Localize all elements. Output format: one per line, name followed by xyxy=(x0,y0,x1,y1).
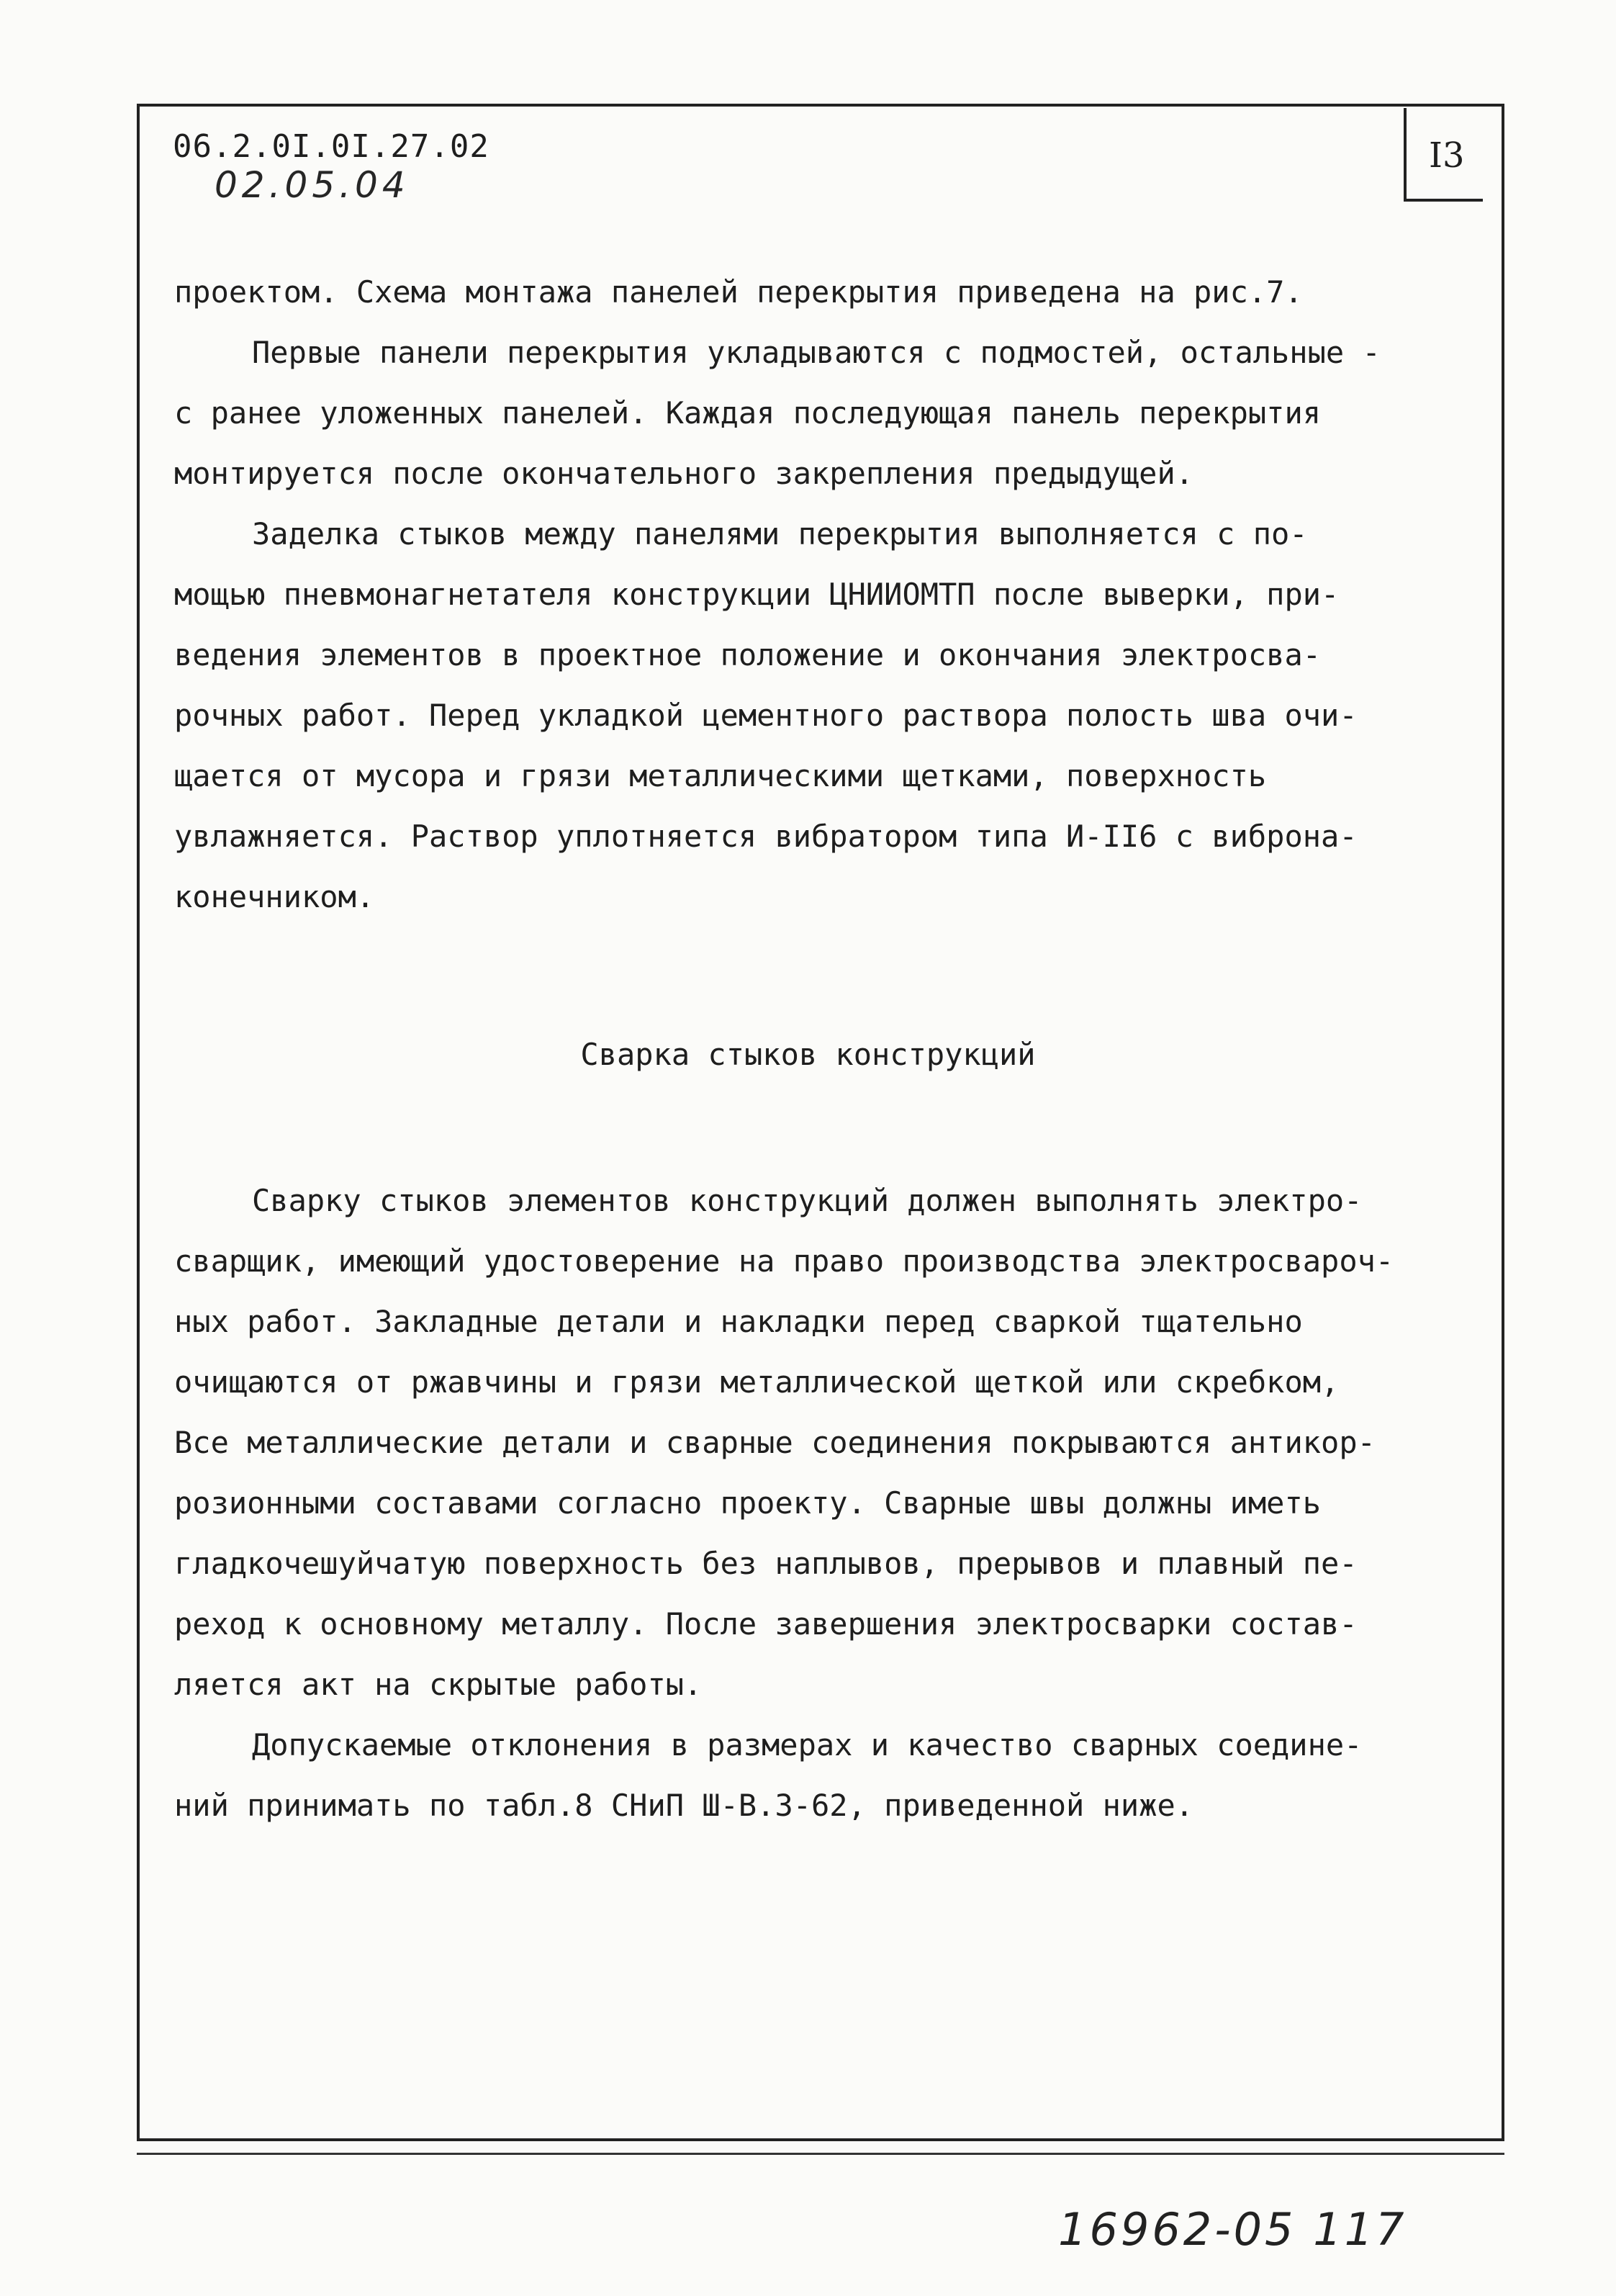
text-line: Сварку стыков элементов конструкций должен выполнять электро- xyxy=(252,1183,1363,1218)
page-number: I3 xyxy=(1429,135,1465,176)
paragraph-5 xyxy=(174,1715,1477,1836)
text-line: ных работ. Закладные детали и накладки перед сваркой тщательно xyxy=(174,1304,1303,1339)
text-line: рочных работ. Перед укладкой цементного раствора полость шва очи- xyxy=(174,698,1358,733)
text-line: Допускаемые отклонения в размерах и качество сварных соедине- xyxy=(252,1727,1363,1762)
handwritten-date: 02.05.04 xyxy=(215,164,410,206)
text-line: проектом. Схема монтажа панелей перекрытия приведена на рис.7. xyxy=(174,274,1303,310)
text-line: реход к основному металлу. После завершения электросварки состав- xyxy=(174,1606,1358,1642)
text-line: щается от мусора и грязи металлическими щетками, поверхность xyxy=(174,758,1267,793)
paragraph-2 xyxy=(174,323,1477,504)
text-line: с ранее уложенных панелей. Каждая последующая панель перекрытия xyxy=(174,395,1322,431)
text-line: монтируется после окончательного закрепления предыдущей. xyxy=(174,456,1194,491)
section-1-text xyxy=(174,262,1477,927)
section-heading: Сварка стыков конструкций xyxy=(580,1037,1036,1072)
text-line: ляется акт на скрытые работы. xyxy=(174,1667,703,1702)
text-line: ведения элементов в проектное положение и окончания электросва- xyxy=(174,637,1322,672)
text-line: ний принимать по табл.8 СНиП Ш-В.3-62, приведенной ниже. xyxy=(174,1788,1194,1823)
paragraph-3 xyxy=(174,504,1477,927)
bottom-rule xyxy=(137,2153,1504,2155)
text-line: мощью пневмонагнетателя конструкции ЦНИИОМТП после выверки, при- xyxy=(174,577,1340,612)
text-line: Все металлические детали и сварные соединения покрываются антикор- xyxy=(174,1425,1376,1460)
text-line: розионными составами согласно проекту. Сварные швы должны иметь xyxy=(174,1485,1322,1521)
text-line: увлажняется. Раствор уплотняется вибратором типа И-II6 с виброна- xyxy=(174,819,1358,854)
paragraph-1 xyxy=(174,262,1477,323)
text-line: гладкочешуйчатую поверхность без наплывов, прерывов и плавный пе- xyxy=(174,1546,1358,1581)
section-2-text xyxy=(174,1171,1477,1836)
archive-stamp: 16962-05 117 xyxy=(1058,2203,1407,2256)
text-line: Первые панели перекрытия укладываются с подмостей, остальные - xyxy=(252,335,1381,370)
text-line: очищаются от ржавчины и грязи металлической щеткой или скребком, xyxy=(174,1364,1340,1400)
text-line: конечником. xyxy=(174,879,375,914)
document-code: 06.2.0I.0I.27.02 xyxy=(173,128,489,165)
text-line: сварщик, имеющий удостоверение на право производства электросвароч- xyxy=(174,1243,1394,1279)
paragraph-4 xyxy=(174,1171,1477,1715)
text-line: Заделка стыков между панелями перекрытия выполняется с по- xyxy=(252,516,1308,552)
